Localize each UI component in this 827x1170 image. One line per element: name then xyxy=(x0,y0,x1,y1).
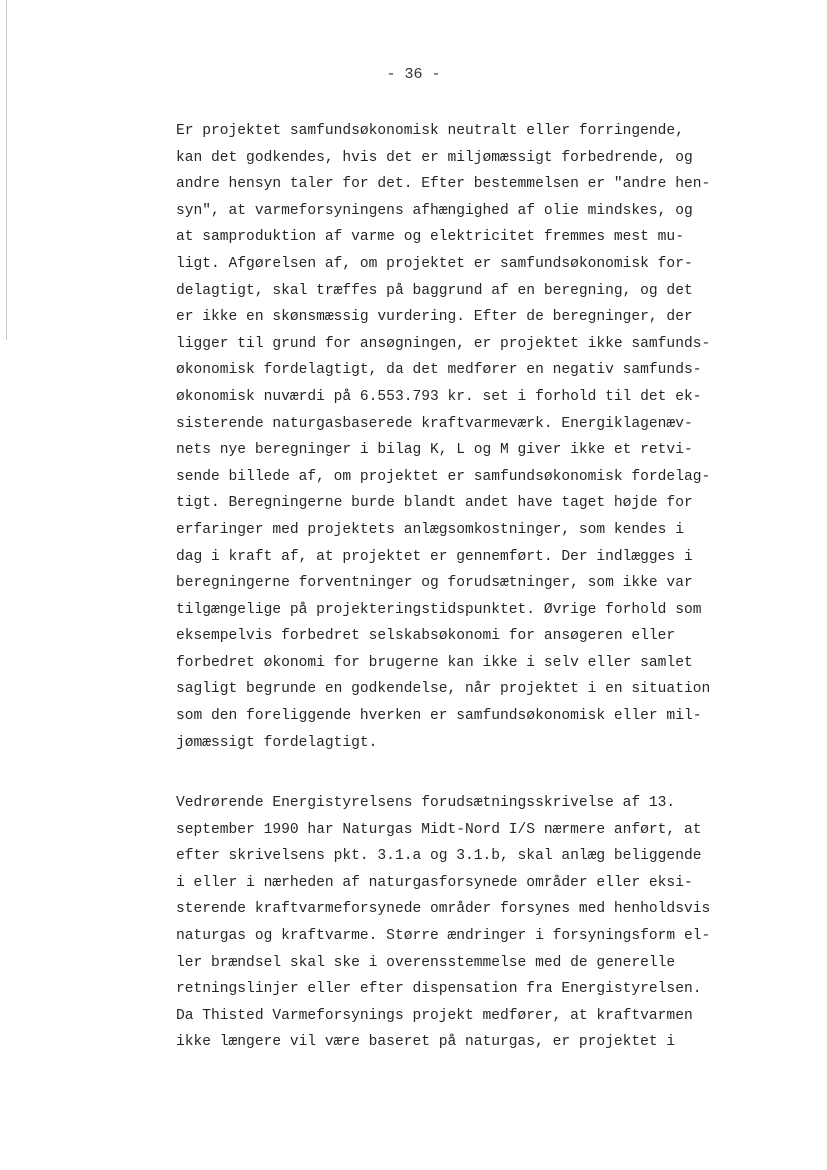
text-line: ligt. Afgørelsen af, om projektet er samfundsøkonomisk for- xyxy=(176,255,693,272)
text-line: naturgas og kraftvarme. Større ændringer i forsyningsform el- xyxy=(176,927,711,944)
text-line: eksempelvis forbedret selskabsøkonomi for ansøgeren eller xyxy=(176,628,676,645)
text-line: delagtigt, skal træffes på baggrund af en beregning, og det xyxy=(176,282,693,299)
text-line: i eller i nærheden af naturgasforsynede områder eller eksi- xyxy=(176,874,693,891)
text-line: sagligt begrunde en godkendelse, når projektet i en situation xyxy=(176,681,711,698)
text-line: er ikke en skønsmæssig vurdering. Efter de beregninger, der xyxy=(176,309,693,326)
text-line: sisterende naturgasbaserede kraftvarmeværk. Energiklagenæv- xyxy=(176,415,693,432)
text-line: ler brændsel skal ske i overensstemmelse med de generelle xyxy=(176,954,676,971)
text-line: Vedrørende Energistyrelsens forudsætningsskrivelse af 13. xyxy=(176,795,676,811)
page-edge-line xyxy=(6,0,7,340)
text-line: sterende kraftvarmeforsynede områder forsynes med henholdsvis xyxy=(176,901,711,918)
text-line: beregningerne forventninger og forudsætninger, som ikke var xyxy=(176,575,693,592)
text-line: tigt. Beregningerne burde blandt andet have taget højde for xyxy=(176,495,693,512)
text-line: ligger til grund for ansøgningen, er projektet ikke samfunds- xyxy=(176,335,711,352)
text-line: tilgængelige på projekteringstidspunktet. Øvrige forhold som xyxy=(176,601,702,618)
text-line: jømæssigt fordelagtigt. xyxy=(176,734,378,751)
text-line: Er projektet samfundsøkonomisk neutralt eller forringende, xyxy=(176,123,684,139)
text-line: syn", at varmeforsyningens afhængighed af olie mindskes, og xyxy=(176,202,693,219)
text-line: økonomisk fordelagtigt, da det medfører en negativ samfunds- xyxy=(176,362,702,379)
text-line: økonomisk nuværdi på 6.553.793 kr. set i forhold til det ek- xyxy=(176,388,702,405)
text-line: andre hensyn taler for det. Efter bestemmelsen er "andre hen- xyxy=(176,176,711,193)
text-line: sende billede af, om projektet er samfundsøkonomisk fordelag- xyxy=(176,468,711,485)
text-line: ikke længere vil være baseret på naturgas, er projektet i xyxy=(176,1034,676,1051)
text-line: at samproduktion af varme og elektricitet fremmes mest mu- xyxy=(176,229,684,246)
text-line: dag i kraft af, at projektet er gennemført. Der indlægges i xyxy=(176,548,693,565)
text-line: Da Thisted Varmeforsynings projekt medfører, at kraftvarmen xyxy=(176,1007,693,1024)
text-line: retningslinjer eller efter dispensation fra Energistyrelsen. xyxy=(176,981,702,998)
text-line: september 1990 har Naturgas Midt-Nord I/S nærmere anført, at xyxy=(176,821,702,838)
text-line: erfaringer med projektets anlægsomkostninger, som kendes i xyxy=(176,521,684,538)
text-line: som den foreliggende hverken er samfundsøkonomisk eller mil- xyxy=(176,708,702,725)
paragraph-1 xyxy=(176,118,776,756)
text-line: nets nye beregninger i bilag K, L og M giver ikke et retvi- xyxy=(176,442,693,459)
paragraph-2 xyxy=(176,790,776,1056)
page-number: - 36 - xyxy=(386,66,441,83)
text-line: efter skrivelsens pkt. 3.1.a og 3.1.b, skal anlæg beliggende xyxy=(176,848,702,865)
text-line: kan det godkendes, hvis det er miljømæssigt forbedrende, og xyxy=(176,149,693,166)
text-line: forbedret økonomi for brugerne kan ikke i selv eller samlet xyxy=(176,654,693,671)
